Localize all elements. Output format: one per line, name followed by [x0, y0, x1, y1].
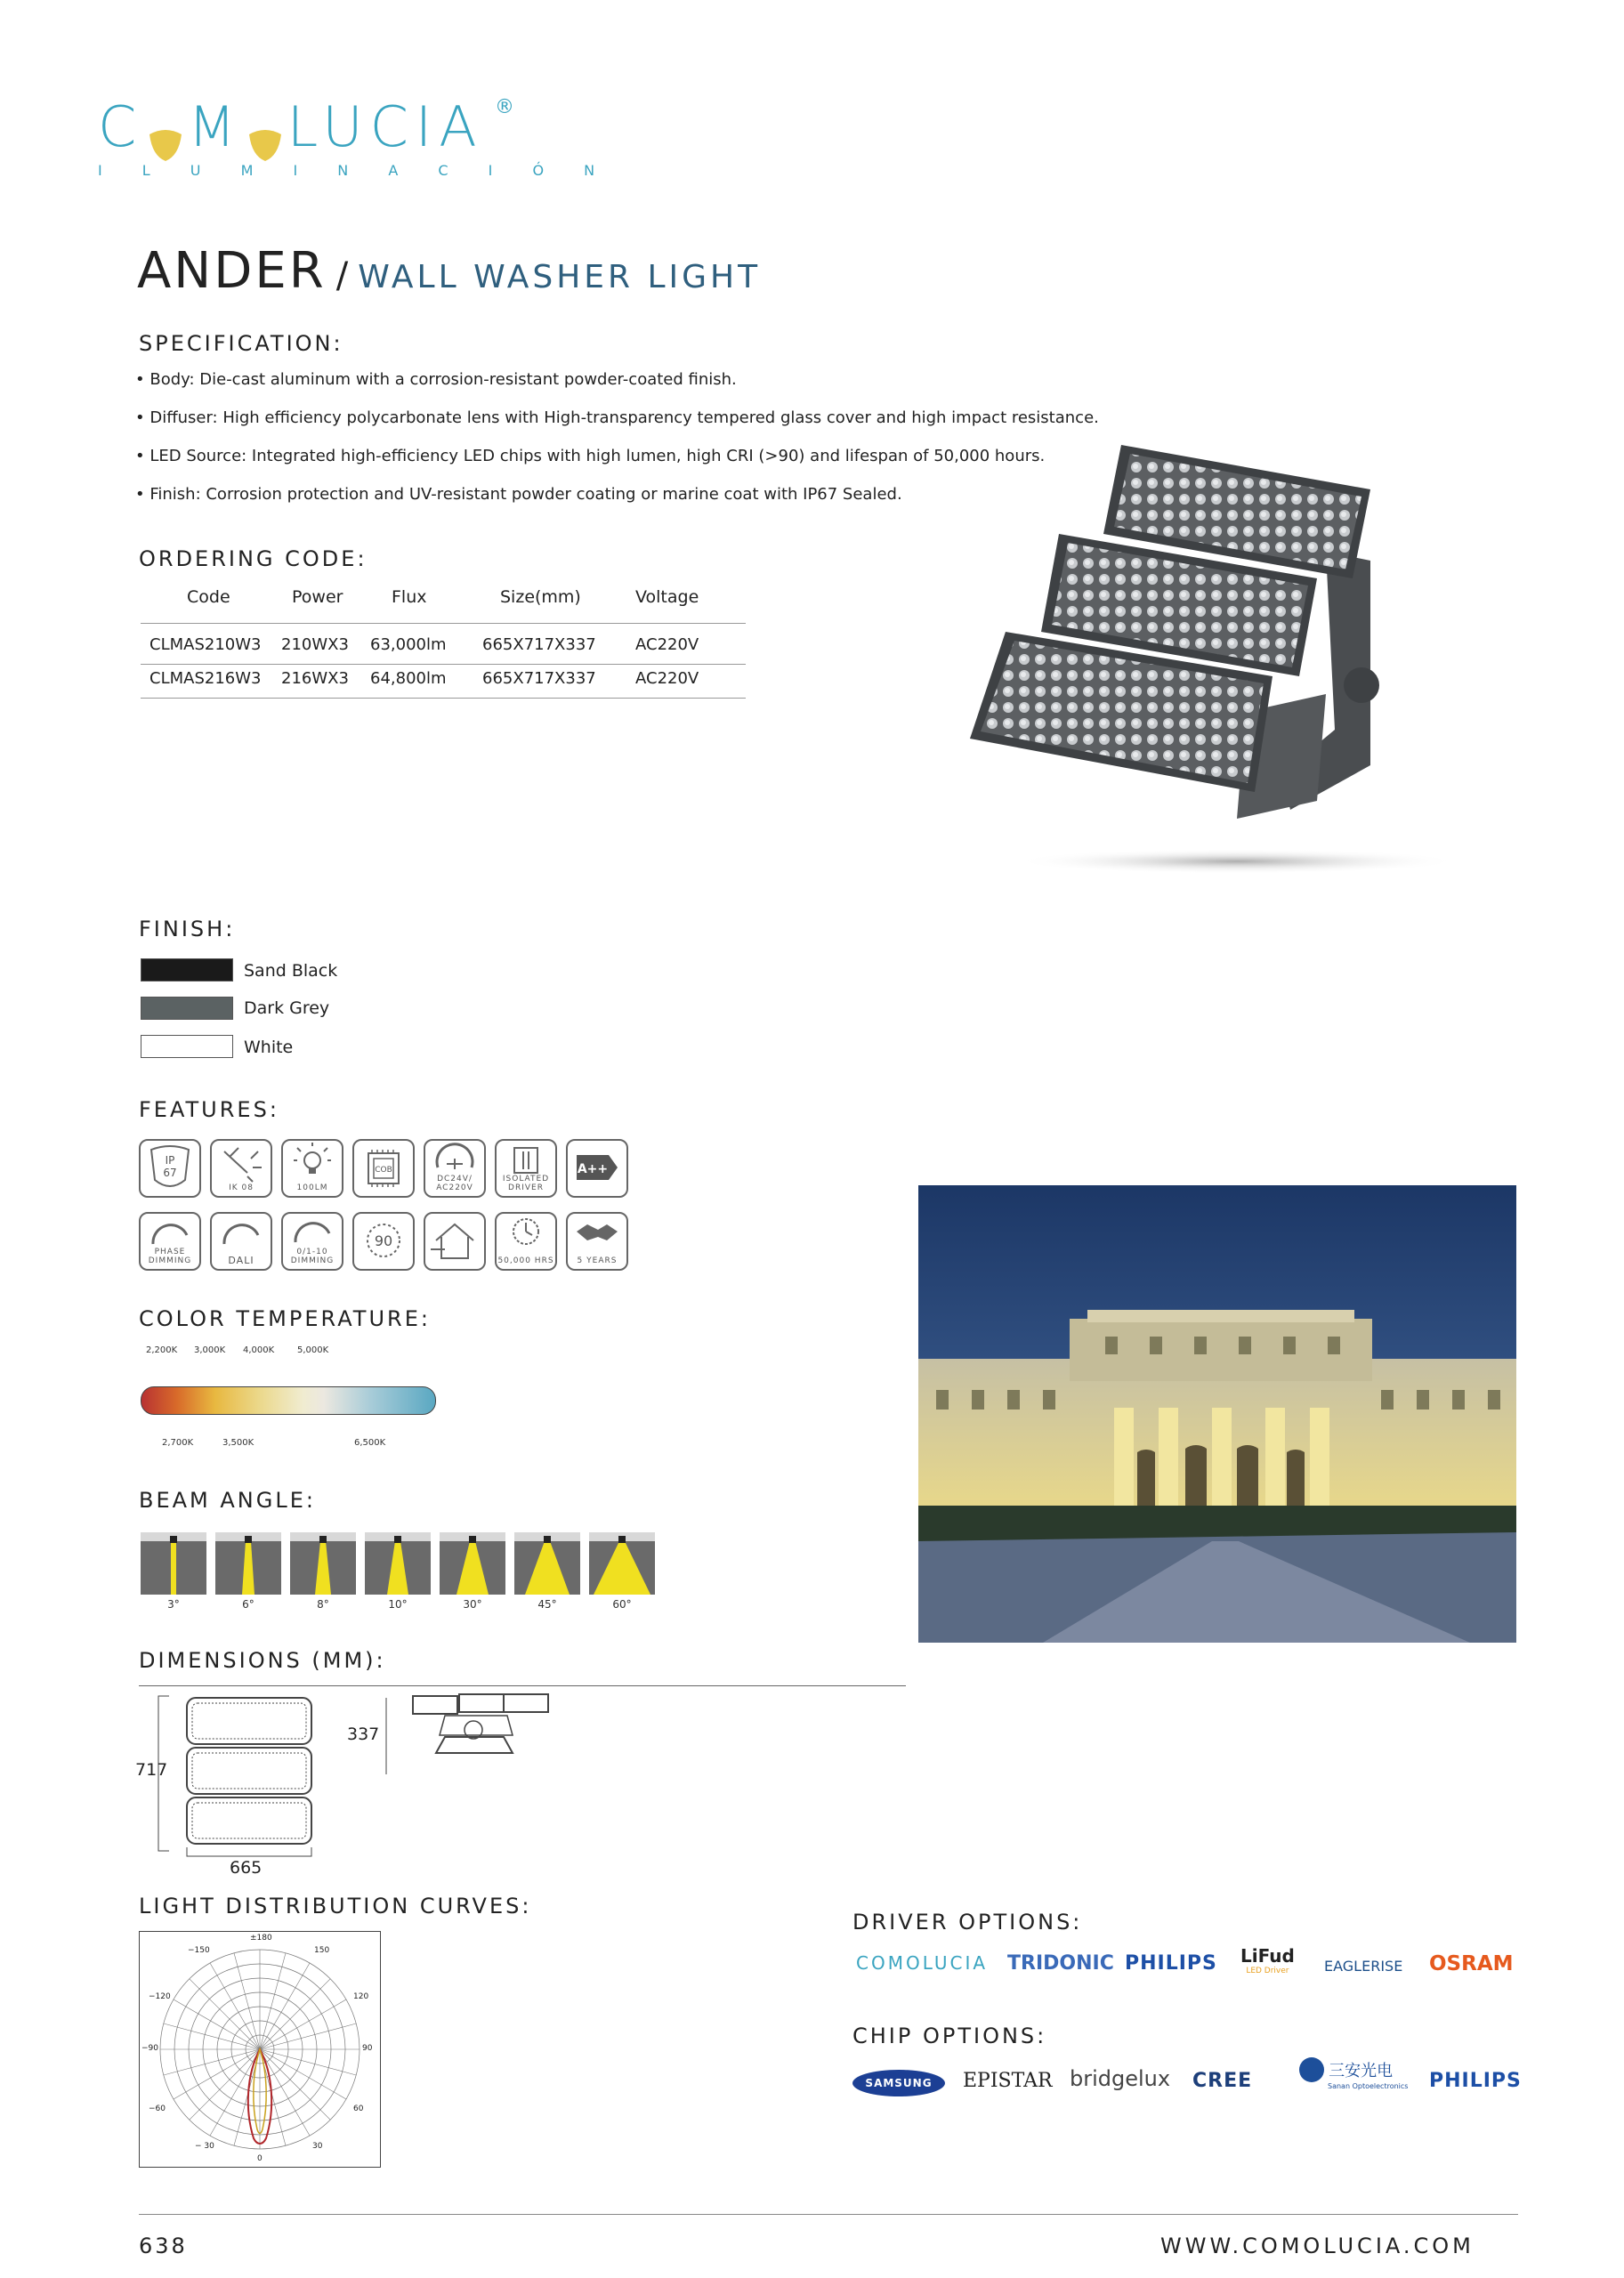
ct-label-6500: 6,500K	[354, 1438, 386, 1448]
beam-label: 10°	[388, 1598, 408, 1611]
width-dimension: 665	[230, 1858, 263, 1878]
beam-label: 3°	[167, 1598, 180, 1611]
dimensions-divider	[139, 1685, 906, 1686]
sanan-sub: Sanan Optoelectronics	[1328, 2082, 1409, 2090]
finish-label-dark-grey: Dark Grey	[244, 998, 330, 1018]
chip-logo-philips: PHILIPS	[1429, 2070, 1522, 2092]
page-number: 638	[139, 2234, 188, 2258]
brand-tagline: I L U M I N A C I Ó N	[98, 162, 613, 179]
sanan-name: 三安光电	[1329, 2062, 1394, 2080]
handshake-icon	[566, 1212, 628, 1271]
driver-logo-lifud	[1240, 1945, 1295, 1975]
ct-label-3500: 3,500K	[222, 1438, 255, 1448]
polar-label-m60: −60	[149, 2104, 166, 2113]
ik08-icon	[210, 1139, 272, 1198]
cri90-icon	[352, 1212, 415, 1271]
col-voltage: Voltage	[635, 587, 699, 607]
polar-label-180: ±180	[250, 1934, 272, 1943]
ct-label-2200: 2,200K	[146, 1345, 178, 1355]
cell-code: CLMAS216W3	[149, 669, 262, 688]
cell-flux: 63,000lm	[370, 635, 447, 654]
phase-dimming-icon	[139, 1212, 201, 1271]
dimming-010-label: 0/1-10 DIMMING	[290, 1248, 335, 1265]
brand-logo	[98, 94, 613, 185]
finish-label-sand-black: Sand Black	[244, 961, 338, 981]
application-photo	[918, 1185, 1516, 1643]
website-link[interactable]: WWW.COMOLUCIA.COM	[1160, 2234, 1475, 2258]
polar-label-m90: −90	[141, 2044, 158, 2053]
ordering-table	[141, 587, 746, 688]
beam-thumbnail	[589, 1532, 655, 1595]
polar-label-m30: − 30	[195, 2142, 214, 2151]
chip-logo-bridgelux: bridgelux	[1070, 2066, 1171, 2091]
depth-dimension: 337	[347, 1725, 380, 1744]
spec-body: • Body: Die-cast aluminum with a corrosion-resistant powder-coated finish.	[135, 370, 737, 389]
sanan-icon	[1299, 2057, 1324, 2082]
polar-label-0: 0	[257, 2154, 263, 2163]
polar-label-90: 90	[362, 2044, 373, 2053]
ik08-label: IK 08	[229, 1183, 254, 1192]
table-row	[141, 632, 746, 665]
color-temperature-bar	[141, 1386, 436, 1415]
polar-label-120: 120	[353, 1992, 369, 2001]
footer-divider	[139, 2214, 1518, 2215]
polar-label-30: 30	[312, 2142, 323, 2151]
product-category: WALL WASHER LIGHT	[358, 259, 762, 295]
ct-label-4000: 4,000K	[243, 1345, 275, 1355]
swatch-sand-black	[141, 958, 233, 981]
cell-size: 665X717X337	[482, 635, 596, 654]
brand-leaf-icon-2	[246, 113, 284, 149]
polar-label-150: 150	[314, 1946, 330, 1955]
spec-diffuser: • Diffuser: High efficiency polycarbonate lens with High-transparency tempered glass cover and high impact resistance.	[135, 408, 1099, 427]
col-flux: Flux	[392, 587, 427, 607]
beam-label: 30°	[463, 1598, 482, 1611]
cell-power: 216WX3	[281, 669, 349, 688]
registered-mark: ®	[495, 96, 514, 118]
beam-thumbnail	[141, 1532, 206, 1595]
cell-power: 210WX3	[281, 635, 349, 654]
product-photo	[952, 427, 1450, 890]
cell-code: CLMAS210W3	[149, 635, 262, 654]
lifespan-icon	[495, 1212, 557, 1271]
svg-text:67: 67	[163, 1167, 177, 1179]
color-temperature-heading: COLOR TEMPERATURE:	[139, 1306, 431, 1331]
beam-label: 60°	[612, 1598, 632, 1611]
side-view-drawing	[374, 1691, 561, 1780]
phase-dimming-label: PHASE DIMMING	[148, 1248, 192, 1265]
dali-label: DALI	[228, 1255, 255, 1266]
svg-text:COB: COB	[375, 1166, 392, 1175]
isolated-driver-icon	[495, 1139, 557, 1198]
chip-logo-cree: CREE	[1192, 2070, 1253, 2092]
beam-label: 6°	[242, 1598, 255, 1611]
light-distribution-heading: LIGHT DISTRIBUTION CURVES:	[139, 1894, 532, 1919]
spec-finish: • Finish: Corrosion protection and UV-resistant powder coating or marine coat with IP67 Sealed.	[135, 485, 902, 504]
height-dimension: 717	[135, 1760, 168, 1780]
driver-options-heading: DRIVER OPTIONS:	[852, 1910, 1083, 1935]
beam-angle-heading: BEAM ANGLE:	[139, 1488, 316, 1513]
svg-text:IP: IP	[165, 1154, 175, 1167]
ct-label-5000: 5,000K	[297, 1345, 329, 1355]
driver-logo-comolucia: COMOLUCIA	[856, 1952, 989, 1974]
spec-led-source: • LED Source: Integrated high-efficiency LED chips with high lumen, high CRI (>90) and lifespan of 50,000 hours.	[135, 447, 1046, 465]
cob-chip-icon	[352, 1139, 415, 1198]
lifespan-label: 50,000 HRS	[497, 1256, 554, 1265]
dimming-010-icon	[281, 1212, 343, 1271]
dimensions-heading: DIMENSIONS (MM):	[139, 1648, 386, 1673]
beam-thumbnail	[440, 1532, 505, 1595]
power-plug-icon	[424, 1139, 486, 1198]
polar-label-m120: −120	[149, 1992, 171, 2001]
ct-label-2700: 2,700K	[162, 1438, 194, 1448]
swatch-dark-grey	[141, 997, 233, 1020]
finish-heading: FINISH:	[139, 917, 236, 941]
ip67-icon	[139, 1139, 201, 1198]
beam-thumbnail	[290, 1532, 356, 1595]
swatch-white	[141, 1035, 233, 1058]
brand-name-lucia: LUCIA	[287, 94, 484, 159]
driver-logo-osram: OSRAM	[1429, 1952, 1514, 1975]
brand-name-m: M	[188, 94, 243, 159]
product-name: ANDER	[137, 242, 327, 300]
ordering-header-row	[141, 587, 746, 621]
driver-logo-eaglerise: EAGLERISE	[1324, 1958, 1403, 1975]
table-divider	[141, 623, 746, 624]
chip-logo-samsung	[852, 2070, 945, 2096]
cell-voltage: AC220V	[635, 635, 699, 654]
warranty-label: 5 YEARS	[577, 1256, 618, 1265]
beam-label: 8°	[317, 1598, 329, 1611]
col-power: Power	[292, 587, 343, 607]
cell-flux: 64,800lm	[370, 669, 447, 688]
chip-logo-epistar: EPISTAR	[963, 2070, 1053, 2092]
brand-leaf-icon	[147, 113, 184, 149]
house-icon	[424, 1212, 486, 1271]
col-code: Code	[187, 587, 230, 607]
ct-label-3000: 3,000K	[194, 1345, 226, 1355]
ordering-heading: ORDERING CODE:	[139, 546, 368, 571]
lumen-label: 100LM	[296, 1183, 328, 1192]
polar-curve-chart	[139, 1931, 381, 2168]
svg-text:90: 90	[374, 1232, 393, 1249]
specification-heading: SPECIFICATION:	[139, 331, 343, 356]
beam-thumbnail	[365, 1532, 431, 1595]
beam-thumbnail	[215, 1532, 281, 1595]
driver-logo-philips: PHILIPS	[1125, 1952, 1217, 1975]
polar-label-m150: −150	[188, 1946, 210, 1955]
isolated-driver-label: ISOLATED DRIVER	[502, 1175, 550, 1192]
energy-class-icon	[566, 1139, 628, 1198]
features-heading: FEATURES:	[139, 1097, 279, 1122]
polar-label-60: 60	[353, 2104, 364, 2113]
cell-size: 665X717X337	[482, 669, 596, 688]
lifud-name: LiFud	[1240, 1945, 1295, 1967]
dali-icon	[210, 1212, 272, 1271]
power-label: DC24V/ AC220V	[436, 1175, 473, 1192]
page-title	[137, 242, 761, 300]
svg-text:A++: A++	[577, 1162, 609, 1176]
lifud-sub: LED Driver	[1246, 1967, 1289, 1975]
finish-label-white: White	[244, 1038, 294, 1057]
title-separator: /	[335, 255, 349, 296]
brand-name-c: C	[98, 94, 144, 159]
beam-label: 45°	[537, 1598, 557, 1611]
table-row	[141, 666, 746, 699]
beam-thumbnail	[514, 1532, 580, 1595]
cell-voltage: AC220V	[635, 669, 699, 688]
col-size: Size(mm)	[500, 587, 581, 607]
chip-logo-sanan	[1299, 2057, 1408, 2090]
chip-options-heading: CHIP OPTIONS:	[852, 2024, 1047, 2048]
samsung-name: SAMSUNG	[865, 2077, 933, 2089]
lumen-icon	[281, 1139, 343, 1198]
driver-logo-tridonic: TRIDONIC	[1007, 1952, 1114, 1975]
